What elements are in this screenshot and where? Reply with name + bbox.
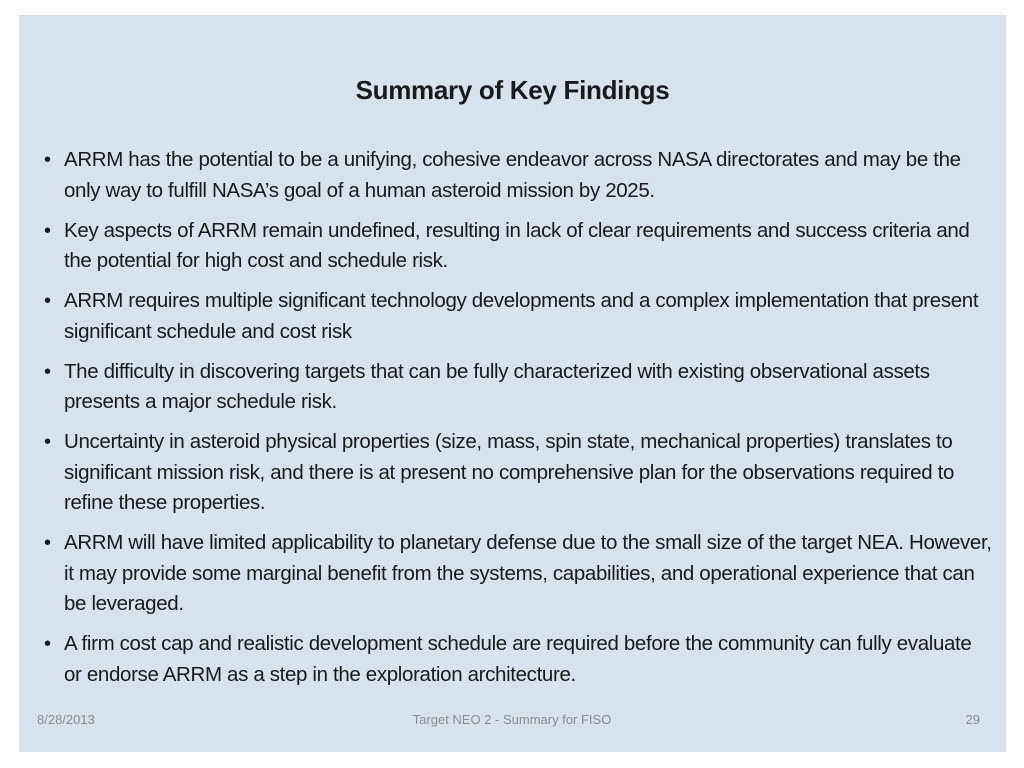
bullet-text: ARRM will have limited applicability to planetary defense due to the small size of the target NEA. However, it may provide some marginal benefit from the systems, capabilities, and operational experience that can be leveraged. bbox=[64, 531, 992, 615]
footer-date: 8/28/2013 bbox=[37, 712, 95, 727]
slide bbox=[19, 15, 1006, 752]
slide-title: Summary of Key Findings bbox=[355, 75, 670, 105]
bullet-text: The difficulty in discovering targets that can be fully characterized with existing observational assets presents a major schedule risk. bbox=[64, 359, 930, 413]
bullet-text: ARRM has the potential to be a unifying, cohesive endeavor across NASA directorates and may be the only way to fulfill NASA’s goal of a human asteroid mission by 2025. bbox=[64, 148, 961, 202]
bullet-item bbox=[44, 427, 994, 519]
bullet-icon: • bbox=[44, 290, 51, 312]
bullet-icon: • bbox=[44, 633, 51, 655]
bullet-item bbox=[44, 286, 994, 347]
bullet-icon: • bbox=[44, 532, 51, 554]
bullet-list bbox=[44, 145, 994, 700]
bullet-icon: • bbox=[44, 431, 51, 453]
bullet-icon: • bbox=[44, 219, 51, 242]
bullet-item bbox=[44, 629, 994, 690]
footer-title: Target NEO 2 - Summary for FISO bbox=[412, 712, 612, 727]
bullet-item bbox=[44, 216, 994, 277]
bullet-item bbox=[44, 357, 994, 418]
bullet-icon: • bbox=[44, 360, 51, 383]
bullet-text: Uncertainty in asteroid physical properties (size, mass, spin state, mechanical properties) translates to significant mission risk, and there is at present no comprehensive plan for the observations required to refine these properties. bbox=[64, 430, 955, 514]
footer-page-number: 29 bbox=[965, 712, 980, 727]
bullet-text: ARRM requires multiple significant technology developments and a complex implementation that present significant schedule and cost risk bbox=[64, 289, 979, 343]
bullet-text: A firm cost cap and realistic development schedule are required before the community can fully evaluate or endorse ARRM as a step in the exploration architecture. bbox=[64, 632, 972, 686]
bullet-icon: • bbox=[44, 149, 51, 171]
bullet-text: Key aspects of ARRM remain undefined, resulting in lack of clear requirements and success criteria and the potential for high cost and schedule risk. bbox=[64, 218, 970, 272]
bullet-item bbox=[44, 145, 994, 206]
bullet-item bbox=[44, 528, 994, 620]
